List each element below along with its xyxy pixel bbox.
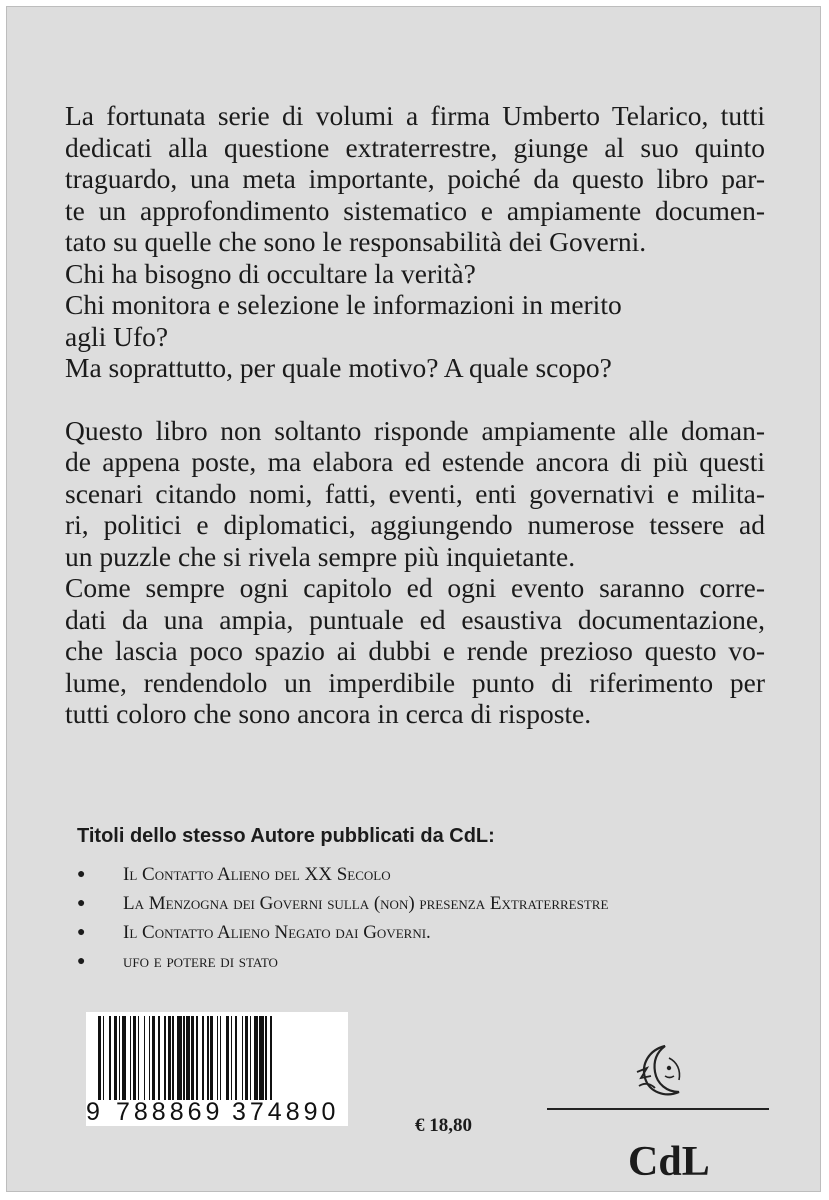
title-item [77, 893, 777, 922]
text-line: tato su quelle che sono le responsabilità dei Governi. [65, 226, 647, 257]
barcode-bar [122, 1016, 127, 1100]
barcode-digits-right: 374890 [232, 1098, 340, 1126]
question-line: Ma soprattutto, per quale motivo? A quale scopo? [65, 352, 612, 383]
price-label: € 18,80 [415, 1115, 472, 1136]
title-text: Il Contatto Alieno del XX Secolo [123, 864, 391, 885]
question-line: Chi ha bisogno di occultare la verità? [65, 257, 476, 289]
barcode-digit-first: 9 [86, 1098, 100, 1126]
blurb-questions [65, 258, 765, 384]
question-line: agli Ufo? [65, 320, 169, 352]
barcode-bar [152, 1016, 155, 1100]
barcode-bar [177, 1016, 182, 1100]
barcode-bar [98, 1016, 101, 1100]
barcode-bar [245, 1016, 248, 1100]
bullet-icon: ● [77, 896, 86, 911]
barcode-bar [196, 1016, 198, 1100]
barcode-bar [114, 1016, 117, 1100]
moon-face-icon [635, 1042, 687, 1102]
barcode-bar [172, 1016, 174, 1100]
title-text: Il Contatto Alieno Negato dai Governi. [123, 922, 431, 943]
text-line: te un approfondimento sistematico e ampiamente documen- [65, 194, 765, 226]
bullet-icon: ● [77, 925, 86, 940]
title-item [77, 951, 777, 980]
barcode-digits-left: 788869 [116, 1098, 224, 1126]
text-line: tutti coloro che sono ancora in cerca di risposte. [65, 698, 592, 729]
barcode-bar [149, 1016, 151, 1100]
bullet-icon: ● [77, 867, 86, 882]
text-line: dedicati alla questione extraterrestre, giunge al suo quinto [65, 131, 765, 163]
text-line: de appena poste, ma elabora ed estende ancora di più questi [65, 446, 765, 477]
barcode-bar [138, 1016, 140, 1100]
blurb-paragraph-3 [65, 572, 765, 730]
barcode-bar [265, 1016, 267, 1100]
text-line: lume, rendendolo un imperdibile punto di riferimento per [65, 666, 765, 698]
question-line: Chi monitora e selezione le informazioni in merito [65, 289, 622, 320]
barcode-bar [242, 1016, 244, 1100]
barcode-bar [254, 1016, 257, 1100]
barcode-bars [98, 1016, 350, 1100]
title-item [77, 922, 777, 951]
title-text: ufo e potere di stato [123, 951, 278, 972]
barcode-bar [231, 1016, 233, 1100]
text-line: che lascia poco spazio ai dubbi e rende prezioso questo vo- [65, 635, 765, 666]
barcode-bar [103, 1016, 105, 1100]
barcode-bar [164, 1016, 166, 1100]
blurb-paragraph-1 [65, 100, 765, 258]
bullet-icon: ● [77, 954, 86, 969]
barcode-bar [217, 1016, 219, 1100]
barcode-bar [158, 1016, 160, 1100]
barcode-bar [235, 1016, 237, 1100]
titles-heading: Titoli dello stesso Autore pubblicati da CdL: [77, 825, 495, 847]
barcode-bar [270, 1016, 272, 1100]
barcode-bar [183, 1016, 185, 1100]
isbn-barcode [86, 1012, 348, 1126]
barcode-bar [250, 1016, 252, 1100]
barcode-bar [109, 1016, 111, 1100]
barcode-bar [144, 1016, 146, 1100]
text-line: Come sempre ogni capitolo ed ogni evento saranno corre- [65, 572, 765, 603]
text-line: traguardo, una meta importante, poiché da questo libro par- [65, 163, 765, 194]
barcode-bar [220, 1016, 222, 1100]
barcode-bar [226, 1016, 229, 1100]
blurb-text [65, 100, 765, 730]
barcode-bar [202, 1016, 204, 1100]
text-line: Questo libro non soltanto risponde ampiamente alle doman- [65, 414, 765, 446]
blurb-paragraph-2 [65, 415, 765, 573]
titles-list [77, 864, 777, 980]
barcode-bar [191, 1016, 194, 1100]
publisher-logo-text: CdL [628, 1139, 710, 1185]
text-line: un puzzle che si rivela sempre più inquietante. [65, 540, 576, 572]
book-back-cover [6, 6, 821, 1192]
barcode-bar [210, 1016, 213, 1100]
barcode-bar [168, 1016, 171, 1100]
barcode-bar [133, 1016, 136, 1100]
logo-divider [547, 1108, 769, 1110]
title-item [77, 864, 777, 893]
barcode-bar [186, 1016, 189, 1100]
text-line: dati da una ampia, puntuale ed esaustiva documentazione, [65, 603, 765, 635]
barcode-bar [207, 1016, 209, 1100]
barcode-bar [130, 1016, 132, 1100]
title-text: La Menzogna dei Governi sulla (non) presenza Extraterrestre [123, 893, 609, 914]
barcode-bar [259, 1016, 264, 1100]
text-line: scenari citando nomi, fatti, eventi, enti governativi e milita- [65, 477, 765, 509]
text-line: ri, politici e diplomatici, aggiungendo numerose tessere ad [65, 509, 765, 540]
barcode-bar [119, 1016, 121, 1100]
text-line: La fortunata serie di volumi a firma Umberto Telarico, tutti [65, 100, 765, 131]
